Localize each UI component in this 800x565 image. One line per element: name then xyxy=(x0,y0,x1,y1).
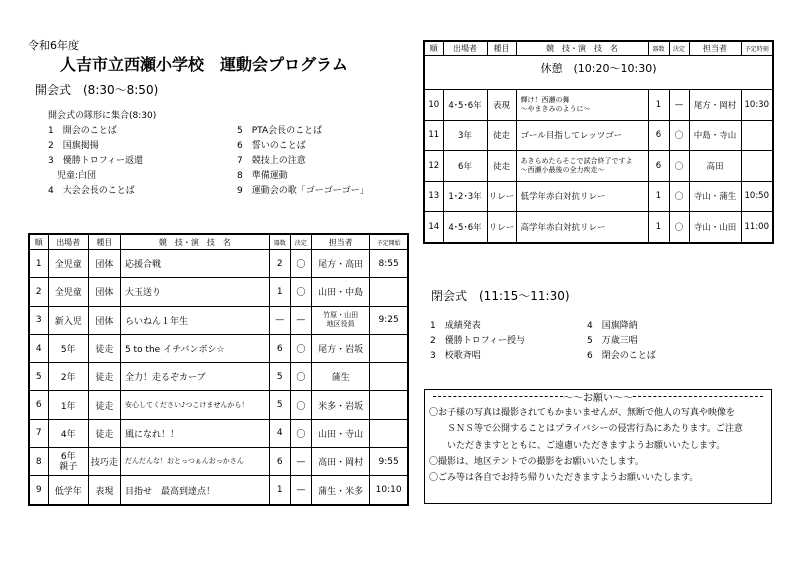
time-cell xyxy=(741,151,773,182)
closing-item: 2 優勝トロフィー授与 xyxy=(430,336,526,346)
equipment-cell: 6 xyxy=(648,120,669,151)
participants-cell: 1年 xyxy=(48,391,88,419)
decision-cell: 〇 xyxy=(669,120,689,151)
order-cell: 4 xyxy=(29,334,48,362)
closing-title: 閉会式 (11:15〜11:30) xyxy=(431,289,570,303)
table-row xyxy=(424,151,773,182)
col-header: 出場者 xyxy=(48,234,88,250)
decision-cell: 〇 xyxy=(290,334,311,362)
col-header: 決定 xyxy=(290,234,311,250)
decision-cell: 〇 xyxy=(669,181,689,212)
order-cell: 2 xyxy=(29,278,48,306)
event-name-cell: 輝け！西瀬の舞 〜やまきみのように〜 xyxy=(516,90,648,121)
order-cell: 13 xyxy=(424,181,443,212)
staff-cell: 竹原・山田 地区役員 xyxy=(311,306,369,334)
time-cell xyxy=(370,334,408,362)
decision-cell: 〇 xyxy=(669,151,689,182)
equipment-cell: 1 xyxy=(648,212,669,243)
participants-cell: 4年 xyxy=(48,419,88,447)
closing-item: 1 成績発表 xyxy=(430,321,481,331)
category-cell: 団体 xyxy=(88,250,120,278)
table-row xyxy=(424,120,773,151)
category-cell: リレー xyxy=(487,181,516,212)
fiscal-year: 令和6年度 xyxy=(28,39,79,52)
event-name-cell: 全力！走るぞカーブ xyxy=(120,363,269,391)
participants-cell: 4･5･6年 xyxy=(443,90,487,121)
order-cell: 1 xyxy=(29,250,48,278)
category-cell: 徒走 xyxy=(88,334,120,362)
category-cell: 徒走 xyxy=(88,363,120,391)
order-cell: 8 xyxy=(29,448,48,476)
category-cell: 表現 xyxy=(487,90,516,121)
order-cell: 3 xyxy=(29,306,48,334)
table-row xyxy=(424,90,773,121)
time-cell xyxy=(741,120,773,151)
closing-item: 3 校歌斉唱 xyxy=(430,351,481,361)
event-name-cell: だんだんな！おとっつぁんおっかさん xyxy=(120,448,269,476)
program-table-right xyxy=(423,40,774,244)
col-header: 競 技・演 技 名 xyxy=(120,234,269,250)
staff-cell: 米多・岩坂 xyxy=(311,391,369,419)
notice-line: 〇撮影は、地区テントでの撮影をお願いいたします。 xyxy=(429,456,644,467)
table-header-row xyxy=(29,234,408,250)
notice-title: 〜〜お願い〜〜 xyxy=(563,393,633,404)
event-name-cell: 風になれ！！ xyxy=(120,419,269,447)
closing-item: 5 万歳三唱 xyxy=(587,336,638,346)
participants-cell: 6年 親子 xyxy=(48,448,88,476)
category-cell: 団体 xyxy=(88,278,120,306)
decision-cell: — xyxy=(290,476,311,505)
category-cell: 徒走 xyxy=(487,151,516,182)
order-cell: 12 xyxy=(424,151,443,182)
col-header: 器数 xyxy=(648,41,669,56)
decision-cell: 〇 xyxy=(290,278,311,306)
category-cell: 表現 xyxy=(88,476,120,505)
time-cell: 10:50 xyxy=(741,181,773,212)
rest-row xyxy=(424,56,773,90)
opening-item: 3 優勝トロフィー返還 xyxy=(48,156,144,166)
decision-cell: 〇 xyxy=(290,250,311,278)
table-row xyxy=(29,334,408,362)
order-cell: 11 xyxy=(424,120,443,151)
equipment-cell: 6 xyxy=(269,334,290,362)
notice-line: 〇ごみ等は各自でお持ち帰りいただきますようお願いいたします。 xyxy=(429,473,699,484)
equipment-cell: 4 xyxy=(269,419,290,447)
event-name-cell: 低学年赤白対抗リレー xyxy=(516,181,648,212)
table-row xyxy=(29,391,408,419)
time-cell: 11:00 xyxy=(741,212,773,243)
time-cell: 9:55 xyxy=(370,448,408,476)
opening-item: 5 PTA会長のことば xyxy=(237,126,323,136)
event-name-cell: 大玉送り xyxy=(120,278,269,306)
event-name-cell: 安心してください♪つこけませんから！ xyxy=(120,391,269,419)
opening-item: 1 開会のことば xyxy=(48,126,117,136)
time-cell: 8:55 xyxy=(370,250,408,278)
equipment-cell: 5 xyxy=(269,391,290,419)
rest-period: 休憩 (10:20〜10:30) xyxy=(424,56,773,90)
staff-cell: 山田・中島 xyxy=(311,278,369,306)
category-cell: 技巧走 xyxy=(88,448,120,476)
event-name-cell: らいねん１年生 xyxy=(120,306,269,334)
decision-cell: 〇 xyxy=(290,419,311,447)
category-cell: リレー xyxy=(487,212,516,243)
participants-cell: 全児童 xyxy=(48,250,88,278)
page-title: 人吉市立西瀬小学校 運動会プログラム xyxy=(60,55,348,74)
staff-cell: 尾方・岩坂 xyxy=(311,334,369,362)
table-row xyxy=(29,448,408,476)
staff-cell: 中島・寺山 xyxy=(689,120,741,151)
table-row xyxy=(424,212,773,243)
participants-cell: 3年 xyxy=(443,120,487,151)
col-header: 種目 xyxy=(88,234,120,250)
order-cell: 5 xyxy=(29,363,48,391)
event-name-cell: 応援合戦 xyxy=(120,250,269,278)
col-header: 順 xyxy=(29,234,48,250)
participants-cell: 5年 xyxy=(48,334,88,362)
table-row xyxy=(424,181,773,212)
col-header: 種目 xyxy=(487,41,516,56)
staff-cell: 蒲生・米多 xyxy=(311,476,369,505)
category-cell: 団体 xyxy=(88,306,120,334)
equipment-cell: 5 xyxy=(269,363,290,391)
col-header: 予定時刻 xyxy=(741,41,773,56)
decision-cell: 〇 xyxy=(669,212,689,243)
time-cell xyxy=(370,391,408,419)
col-header: 予定開始 xyxy=(370,234,408,250)
col-header: 出場者 xyxy=(443,41,487,56)
category-cell: 徒走 xyxy=(88,419,120,447)
table-row xyxy=(29,306,408,334)
equipment-cell: 1 xyxy=(648,181,669,212)
staff-cell: 寺山・蒲生 xyxy=(689,181,741,212)
time-cell xyxy=(370,363,408,391)
opening-title: 開会式 (8:30〜8:50) xyxy=(35,83,159,97)
time-cell xyxy=(370,278,408,306)
participants-cell: 全児童 xyxy=(48,278,88,306)
col-header: 競 技・演 技 名 xyxy=(516,41,648,56)
table-row xyxy=(29,250,408,278)
staff-cell: 高田 xyxy=(689,151,741,182)
order-cell: 9 xyxy=(29,476,48,505)
equipment-cell: 6 xyxy=(269,448,290,476)
decision-cell: — xyxy=(290,448,311,476)
equipment-cell: 1 xyxy=(648,90,669,121)
decision-cell: — xyxy=(669,90,689,121)
event-name-cell: 目指せ 最高到達点！ xyxy=(120,476,269,505)
category-cell: 徒走 xyxy=(487,120,516,151)
staff-cell: 高田・岡村 xyxy=(311,448,369,476)
opening-item: 児童:白団 xyxy=(48,171,97,181)
staff-cell: 尾方・高田 xyxy=(311,250,369,278)
opening-item: 4 大会会長のことば xyxy=(48,186,135,196)
order-cell: 7 xyxy=(29,419,48,447)
notice-box xyxy=(424,389,772,504)
opening-item: 6 誓いのことば xyxy=(237,141,306,151)
table-row xyxy=(29,419,408,447)
decision-cell: 〇 xyxy=(290,391,311,419)
event-name-cell: あきらめたらそこで試合終了ですよ 〜西瀬小最後の全力疾走〜 xyxy=(516,151,648,182)
staff-cell: 寺山・山田 xyxy=(689,212,741,243)
participants-cell: 4･5･6年 xyxy=(443,212,487,243)
order-cell: 6 xyxy=(29,391,48,419)
equipment-cell: — xyxy=(269,306,290,334)
col-header: 器数 xyxy=(269,234,290,250)
opening-item: 9 運動会の歌「ゴーゴーゴー」 xyxy=(237,186,369,196)
staff-cell: 蒲生 xyxy=(311,363,369,391)
table-row xyxy=(29,363,408,391)
event-name-cell: 5 to the イチバンボシ☆ xyxy=(120,334,269,362)
staff-cell: 尾方・岡村 xyxy=(689,90,741,121)
participants-cell: 6年 xyxy=(443,151,487,182)
time-cell xyxy=(370,419,408,447)
equipment-cell: 6 xyxy=(648,151,669,182)
notice-divider xyxy=(633,396,763,397)
order-cell: 14 xyxy=(424,212,443,243)
table-row xyxy=(29,476,408,505)
opening-item: 2 国旗掲揚 xyxy=(48,141,99,151)
participants-cell: 新入児 xyxy=(48,306,88,334)
closing-item: 4 国旗降納 xyxy=(587,321,638,331)
col-header: 担当者 xyxy=(689,41,741,56)
participants-cell: 2年 xyxy=(48,363,88,391)
opening-item: 8 準備運動 xyxy=(237,171,288,181)
equipment-cell: 1 xyxy=(269,278,290,306)
col-header: 順 xyxy=(424,41,443,56)
table-row xyxy=(29,278,408,306)
decision-cell: 〇 xyxy=(290,363,311,391)
time-cell: 10:30 xyxy=(741,90,773,121)
col-header: 決定 xyxy=(669,41,689,56)
event-name-cell: 高学年赤白対抗リレー xyxy=(516,212,648,243)
notice-line: いただきますとともに、ご遠慮いただきますようお願いいたします。 xyxy=(429,440,726,451)
event-name-cell: ゴール目指してレッツゴー xyxy=(516,120,648,151)
notice-line: 〇お子様の写真は撮影されてもかまいませんが、無断で他人の写真や映像を xyxy=(429,408,736,418)
notice-line: ＳＮＳ等で公開することはプライバシーの侵害行為にあたります。ご注意 xyxy=(429,424,743,435)
opening-item: 7 競技上の注意 xyxy=(237,156,306,166)
program-table-left xyxy=(28,233,409,506)
opening-assemble: 開会式の隊形に集合(8:30) xyxy=(48,111,157,121)
equipment-cell: 1 xyxy=(269,476,290,505)
col-header: 担当者 xyxy=(311,234,369,250)
participants-cell: 低学年 xyxy=(48,476,88,505)
time-cell: 9:25 xyxy=(370,306,408,334)
participants-cell: 1･2･3年 xyxy=(443,181,487,212)
equipment-cell: 2 xyxy=(269,250,290,278)
time-cell: 10:10 xyxy=(370,476,408,505)
decision-cell: — xyxy=(290,306,311,334)
table-header-row xyxy=(424,41,773,56)
staff-cell: 山田・寺山 xyxy=(311,419,369,447)
closing-item: 6 閉会のことば xyxy=(587,351,656,361)
category-cell: 徒走 xyxy=(88,391,120,419)
order-cell: 10 xyxy=(424,90,443,121)
